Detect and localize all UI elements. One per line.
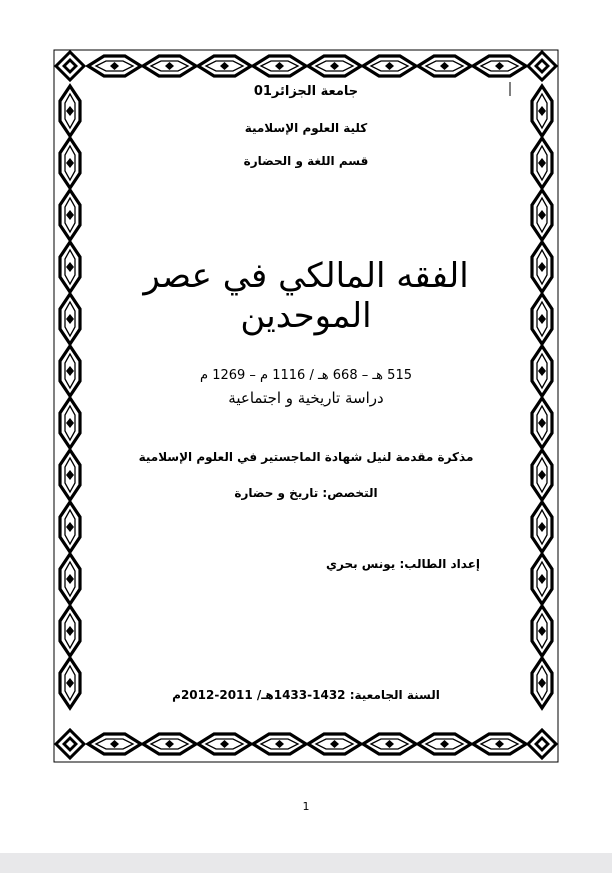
- thesis-title-line-1: الفقه المالكي في عصر: [143, 256, 469, 296]
- specialty: التخصص: تاريخ و حضارة: [234, 486, 378, 500]
- page-number: 1: [302, 800, 310, 813]
- university-name: جامعة الجزائر01: [253, 84, 359, 99]
- period-dates: 515 هـ – 668 هـ / 1116 م – 1269 م: [200, 368, 412, 383]
- department-name: قسم اللغة و الحضارة: [243, 154, 369, 168]
- thesis-subtitle: دراسة تاريخية و اجتماعية: [228, 389, 384, 407]
- academic-year: السنة الجامعية: 1432-1433هـ/ 2011-2012م: [172, 688, 440, 702]
- viewer-bottom-bar: [0, 853, 612, 873]
- thesis-note: مذكرة مقدمة لنيل شهادة الماجستير في العلوم الإسلامية: [138, 450, 474, 464]
- faculty-name: كلية العلوم الإسلامية: [244, 121, 368, 135]
- student-name: إعداد الطالب: يونس بحري: [326, 557, 480, 571]
- thesis-title-line-2: الموحدين: [240, 296, 372, 336]
